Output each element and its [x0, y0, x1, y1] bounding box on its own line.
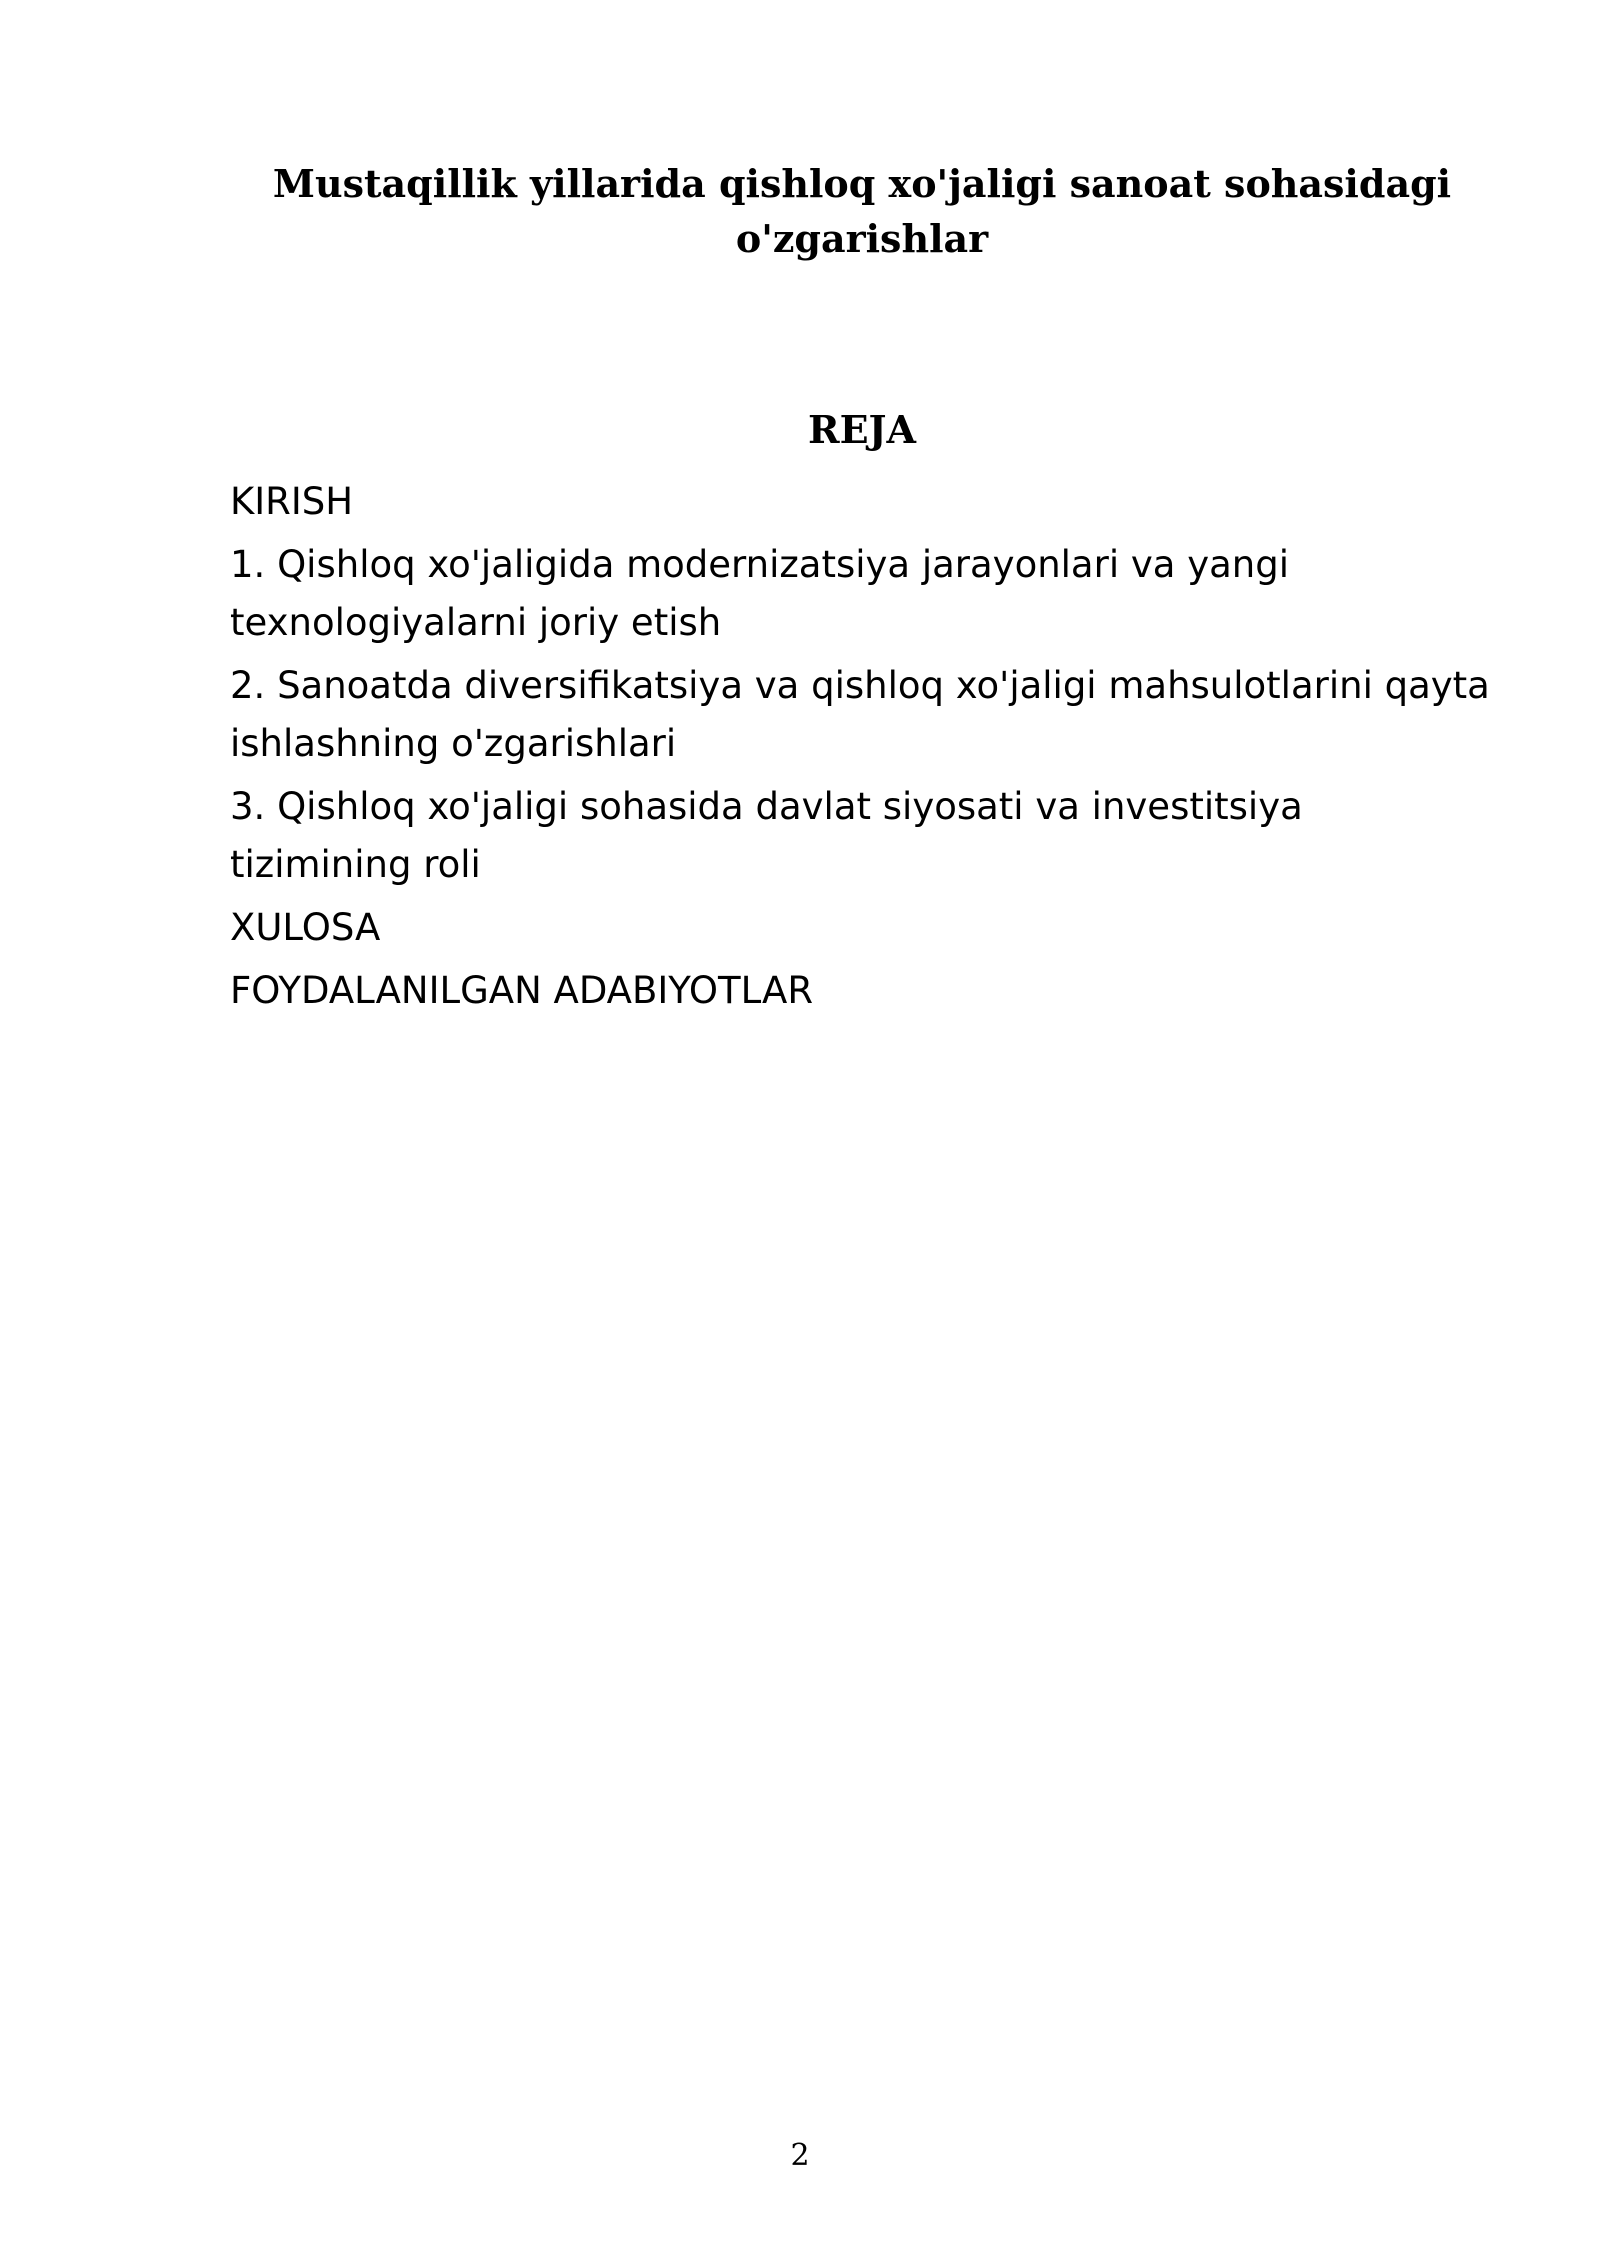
document-title: Mustaqillik yillarida qishloq xo'jaligi sanoat sohasidagi o'zgarishlar: [272, 161, 1452, 261]
plan-item-1: 1. Qishloq xo'jaligida modernizatsiya jarayonlari va yangi texnologiyalarni joriy etish: [230, 543, 1289, 644]
plan-item-references: FOYDALANILGAN ADABIYOTLAR: [230, 969, 814, 1012]
plan-item-3: 3. Qishloq xo'jaligi sohasida davlat siyosati va investitsiya tizimining roli: [230, 785, 1303, 886]
plan-list: [230, 473, 1494, 1025]
plan-heading: REJA: [807, 407, 916, 452]
plan-item-conclusion: XULOSA: [230, 906, 381, 949]
plan-item-2: 2. Sanoatda diversifikatsiya va qishloq xo'jaligi mahsulotlarini qayta ishlashning o'zgarishlari: [230, 664, 1490, 765]
page-number: 2: [790, 2138, 810, 2173]
plan-item-introduction: KIRISH: [230, 480, 354, 523]
